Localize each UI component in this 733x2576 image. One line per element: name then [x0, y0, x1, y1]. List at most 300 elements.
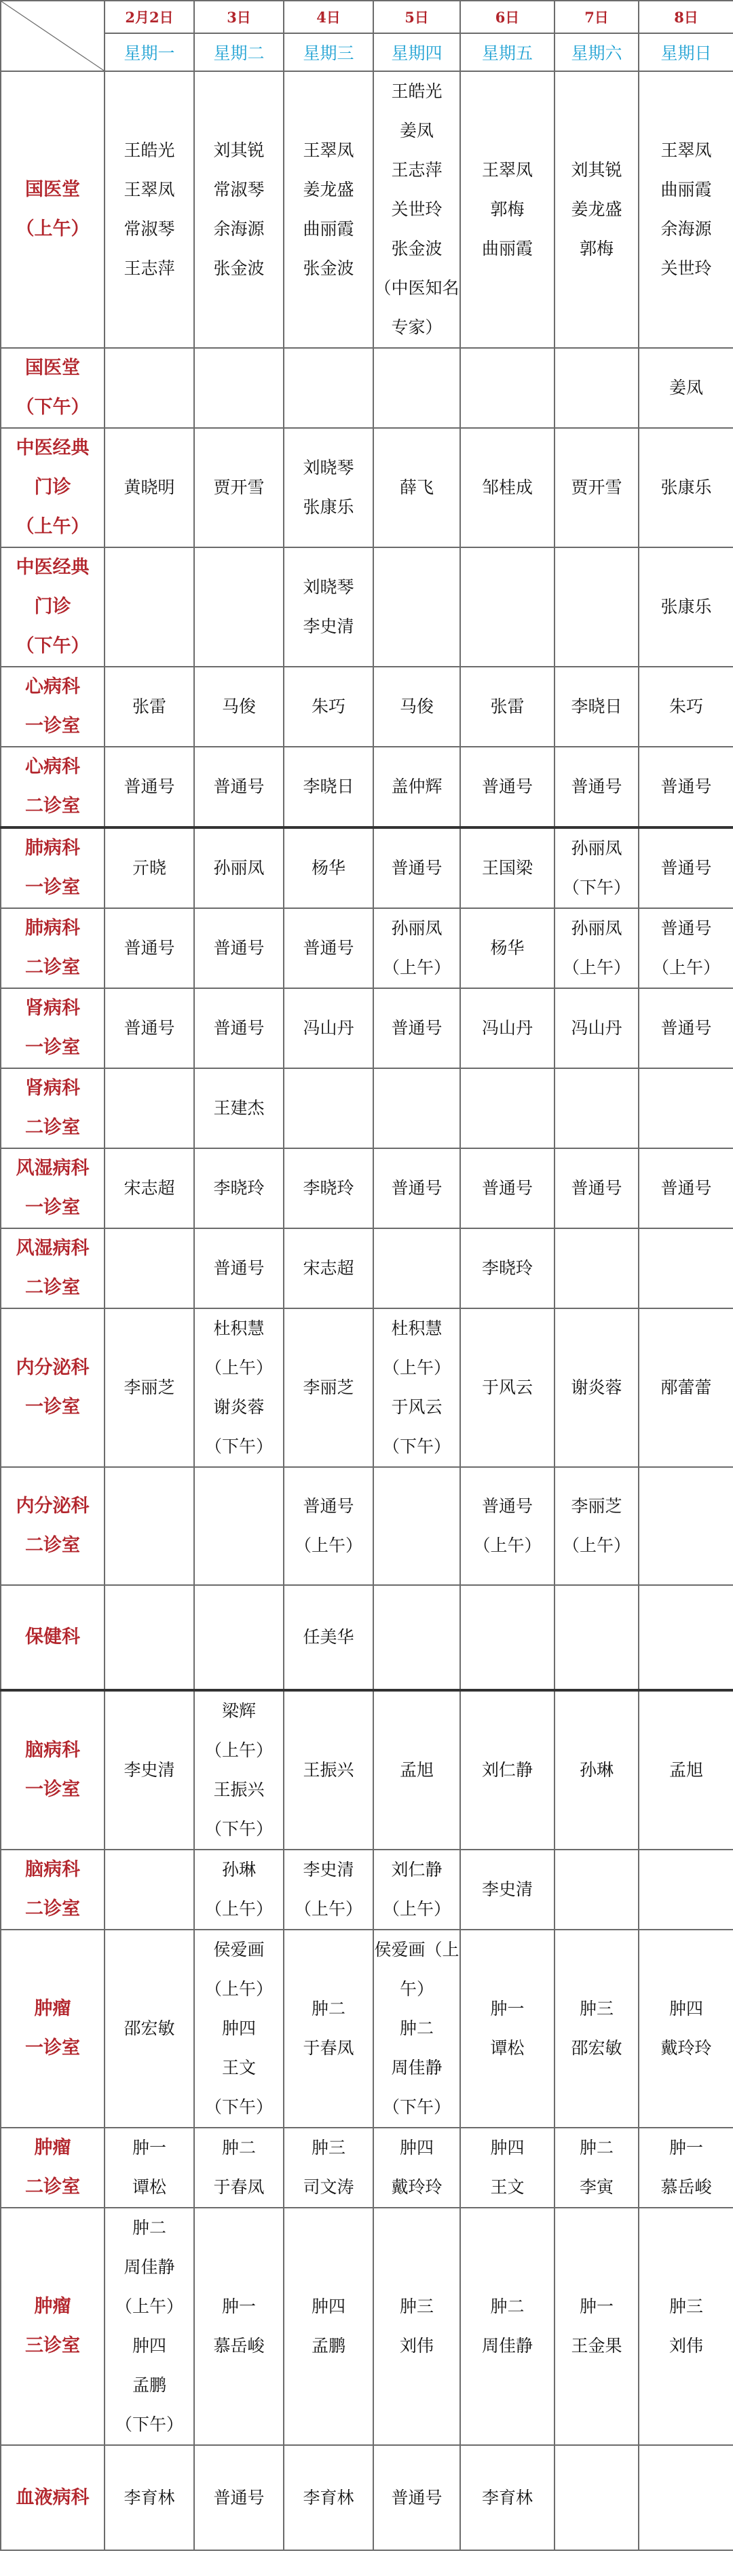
doctor-cell [555, 1467, 639, 1585]
department-name-line: 肺病科 [25, 838, 80, 859]
doctor-name-line: 普通号 [660, 1178, 712, 1198]
department-name-line: 肾病科 [25, 1078, 80, 1099]
doctor-cell [284, 2445, 373, 2550]
schedule-row [1, 1068, 733, 1148]
doctor-cell [555, 1068, 639, 1148]
weekday-header-row [1, 33, 733, 71]
doctor-cell [373, 1585, 460, 1690]
doctor-cell [194, 1467, 284, 1585]
date-header: 2月2日 [105, 1, 194, 33]
department-name-line: 肺病科 [25, 918, 80, 939]
doctor-name-line: 刘晓琴 [303, 458, 354, 477]
doctor-cell [555, 1148, 639, 1228]
doctor-name-line: 余海源 [213, 219, 265, 239]
weekday-header: 星期四 [373, 33, 460, 71]
doctor-name-line: 冯山丹 [303, 1018, 354, 1038]
date-header: 5日 [373, 1, 460, 33]
doctor-cell [194, 827, 284, 908]
doctor-cell [284, 1467, 373, 1585]
doctor-name-line: 肿一 [132, 2138, 166, 2158]
doctor-cell [460, 2208, 555, 2445]
department-cell [1, 1228, 105, 1308]
doctor-name-line: （下午） [562, 878, 631, 897]
doctor-cell [639, 1850, 733, 1930]
doctor-name-line: 肿二 [311, 1999, 345, 2018]
weekday-header: 星期六 [555, 33, 639, 71]
doctor-cell [194, 1068, 284, 1148]
doctor-name-line: 刘仁静 [481, 1760, 533, 1780]
doctor-name-line: 肿四 [311, 2297, 345, 2316]
doctor-name-line: 普通号 [481, 1496, 533, 1516]
department-name-line: （下午） [16, 636, 90, 657]
department-cell [1, 2445, 105, 2550]
department-name-line: （上午） [16, 516, 90, 537]
doctor-name-line: 肿一 [221, 2297, 256, 2316]
doctor-name-line: 孟旭 [399, 1760, 434, 1780]
doctor-name-line: 慕岳峻 [213, 2336, 265, 2356]
department-name-line: 一诊室 [25, 877, 80, 898]
doctor-cell [373, 2445, 460, 2550]
weekday-header: 星期五 [460, 33, 555, 71]
doctor-cell [194, 2208, 284, 2445]
doctor-name-line: 张康乐 [660, 477, 712, 497]
doctor-name-line: 李晓日 [303, 777, 354, 796]
schedule-row [1, 1308, 733, 1467]
department-name-line: 国医堂 [25, 357, 80, 378]
doctor-name-line: 邹桂成 [481, 477, 533, 497]
schedule-row [1, 547, 733, 667]
doctor-cell [639, 1585, 733, 1690]
doctor-cell [555, 2445, 639, 2550]
schedule-row [1, 428, 733, 547]
doctor-name-line: 王金果 [571, 2336, 622, 2356]
department-cell [1, 747, 105, 827]
department-name-line: 国医堂 [25, 179, 80, 200]
doctor-name-line: 刘仁静 [391, 1860, 443, 1879]
date-header: 3日 [194, 1, 284, 33]
doctor-name-line: 普通号 [391, 1178, 443, 1198]
department-name-line: 二诊室 [25, 2177, 80, 2198]
doctor-cell [460, 547, 555, 667]
doctor-name-line: 李晓玲 [303, 1178, 354, 1198]
doctor-cell [373, 908, 460, 988]
department-cell [1, 1467, 105, 1585]
doctor-name-line: 曲丽霞 [660, 180, 712, 199]
doctor-name-line: （下午） [204, 2097, 273, 2117]
doctor-name-line: （上午） [204, 1979, 273, 1999]
doctor-name-line: （上午） [204, 1740, 273, 1760]
department-name-line: 一诊室 [25, 716, 80, 737]
department-name-line: 内分泌科 [16, 1496, 90, 1517]
doctor-cell [194, 2445, 284, 2550]
doctor-name-line: 普通号 [303, 1496, 354, 1516]
doctor-cell [639, 1068, 733, 1148]
doctor-cell [460, 1308, 555, 1467]
doctor-cell [194, 547, 284, 667]
doctor-name-line: 戴玲玲 [391, 2177, 443, 2197]
doctor-cell [460, 1467, 555, 1585]
department-name-line: 二诊室 [25, 1117, 80, 1138]
doctor-cell [284, 827, 373, 908]
doctor-cell [105, 428, 194, 547]
schedule-row [1, 1148, 733, 1228]
doctor-name-line: 孟旭 [669, 1760, 703, 1780]
schedule-row [1, 1467, 733, 1585]
doctor-cell [105, 908, 194, 988]
doctor-cell [194, 988, 284, 1068]
doctor-name-line: 王皓光 [124, 140, 175, 160]
doctor-cell [105, 2208, 194, 2445]
doctor-name-line: 肿三 [579, 1999, 614, 2018]
department-name-line: 内分泌科 [16, 1357, 90, 1378]
doctor-cell [194, 1850, 284, 1930]
date-header: 8日 [639, 1, 733, 33]
doctor-name-line: 曲丽霞 [303, 219, 354, 239]
doctor-name-line: 李丽芝 [124, 1378, 175, 1397]
doctor-cell [284, 2128, 373, 2208]
doctor-cell [105, 2445, 194, 2550]
doctor-cell [105, 747, 194, 827]
department-cell [1, 1148, 105, 1228]
doctor-cell [460, 908, 555, 988]
doctor-name-line: 普通号 [124, 1018, 175, 1038]
doctor-cell [639, 1930, 733, 2128]
department-name-line: 保健科 [25, 1626, 80, 1647]
department-name-line: 脑病科 [25, 1859, 80, 1880]
doctor-name-line: 杨华 [311, 858, 345, 878]
doctor-cell [639, 827, 733, 908]
doctor-name-line: 张金波 [213, 258, 265, 278]
doctor-name-line: 孟鹏 [132, 2375, 166, 2395]
doctor-name-line: 肿一 [669, 2138, 703, 2158]
doctor-name-line: 冯山丹 [571, 1018, 622, 1038]
doctor-name-line: 孙丽凤 [571, 838, 622, 858]
doctor-name-line: 杜积慧 [213, 1319, 265, 1338]
doctor-cell [460, 1228, 555, 1308]
doctor-name-line: 刘其锐 [213, 140, 265, 160]
doctor-name-line: 普通号 [481, 1178, 533, 1198]
doctor-name-line: 谢炎蓉 [213, 1397, 265, 1417]
doctor-name-line: 刘伟 [399, 2336, 434, 2356]
doctor-cell [284, 71, 373, 348]
doctor-name-line: 李寅 [579, 2177, 614, 2197]
doctor-name-line: 郭梅 [490, 199, 525, 219]
doctor-name-line: 姜凤 [399, 121, 434, 140]
doctor-cell [639, 988, 733, 1068]
doctor-cell [284, 428, 373, 547]
doctor-cell [105, 1467, 194, 1585]
department-cell [1, 667, 105, 747]
department-name-line: 风湿病科 [16, 1158, 90, 1179]
department-cell [1, 1930, 105, 2128]
doctor-cell [460, 71, 555, 348]
doctor-cell [105, 1308, 194, 1467]
doctor-cell [555, 1228, 639, 1308]
department-name-line: 二诊室 [25, 796, 80, 817]
doctor-name-line: （上午） [652, 958, 720, 977]
department-cell [1, 1068, 105, 1148]
schedule-row [1, 1585, 733, 1690]
department-name-line: 三诊室 [25, 2335, 80, 2356]
doctor-name-line: 普通号 [660, 777, 712, 796]
doctor-name-line: 邴蕾蕾 [660, 1378, 712, 1397]
doctor-name-line: （下午） [204, 1437, 273, 1456]
doctor-cell [555, 348, 639, 428]
department-name-line: 肿瘤 [34, 1998, 71, 2019]
doctor-name-line: 肿二 [221, 2138, 256, 2158]
doctor-cell [105, 1068, 194, 1148]
schedule-row [1, 1690, 733, 1850]
doctor-cell [373, 71, 460, 348]
department-name-line: 一诊室 [25, 1197, 80, 1218]
doctor-name-line: 王志萍 [391, 160, 443, 180]
department-name-line: （上午） [16, 218, 90, 239]
department-name-line: 风湿病科 [16, 1238, 90, 1259]
doctor-name-line: 肿四 [490, 2138, 525, 2158]
doctor-name-line: 张康乐 [303, 497, 354, 517]
department-name-line: 二诊室 [25, 1277, 80, 1298]
doctor-name-line: 谭松 [490, 2038, 525, 2058]
doctor-cell [284, 908, 373, 988]
doctor-cell [284, 348, 373, 428]
department-name-line: 门诊 [34, 477, 71, 498]
doctor-name-line: 王文 [221, 2058, 256, 2077]
weekday-header: 星期一 [105, 33, 194, 71]
doctor-name-line: 周佳静 [124, 2257, 175, 2277]
doctor-cell [639, 1308, 733, 1467]
doctor-name-line: 梁辉 [221, 1701, 256, 1721]
doctor-cell [460, 1850, 555, 1930]
doctor-name-line: 曲丽霞 [481, 239, 533, 258]
department-cell [1, 1585, 105, 1690]
doctor-cell [460, 2445, 555, 2550]
doctor-name-line: 普通号 [303, 938, 354, 958]
doctor-cell [373, 2128, 460, 2208]
department-name-line: 肿瘤 [34, 2137, 71, 2158]
doctor-name-line: 李史清 [481, 1879, 533, 1899]
department-name-line: 门诊 [34, 596, 71, 617]
doctor-cell [284, 2208, 373, 2445]
doctor-cell [373, 667, 460, 747]
doctor-cell [639, 2128, 733, 2208]
department-name-line: 血液病科 [16, 2486, 90, 2508]
schedule-row [1, 2128, 733, 2208]
doctor-name-line: 张康乐 [660, 597, 712, 617]
doctor-cell [555, 988, 639, 1068]
doctor-cell [194, 908, 284, 988]
doctor-name-line: 冯山丹 [481, 1018, 533, 1038]
doctor-name-line: （下午） [115, 2415, 183, 2434]
doctor-name-line: 李育林 [124, 2487, 175, 2507]
doctor-name-line: 普通号 [391, 1018, 443, 1038]
schedule-row [1, 908, 733, 988]
doctor-name-line: 肿二 [132, 2218, 166, 2238]
department-cell [1, 908, 105, 988]
weekday-header: 星期二 [194, 33, 284, 71]
doctor-name-line: 于春凤 [213, 2177, 265, 2197]
doctor-name-line: 亓晓 [132, 858, 166, 878]
department-cell [1, 2208, 105, 2445]
doctor-name-line: 张金波 [303, 258, 354, 278]
doctor-name-line: 盖仲辉 [391, 777, 443, 796]
department-name-line: 心病科 [25, 676, 80, 697]
doctor-name-line: 于春凤 [303, 2038, 354, 2058]
doctor-cell [373, 547, 460, 667]
department-cell [1, 547, 105, 667]
doctor-cell [555, 908, 639, 988]
doctor-cell [555, 747, 639, 827]
doctor-cell [460, 1930, 555, 2128]
doctor-cell [284, 747, 373, 827]
doctor-name-line: 孟鹏 [311, 2336, 345, 2356]
doctor-name-line: （中医知名 [374, 278, 459, 298]
doctor-name-line: （下午） [382, 2097, 451, 2117]
department-cell [1, 988, 105, 1068]
doctor-cell [105, 2128, 194, 2208]
doctor-cell [555, 827, 639, 908]
doctor-cell [284, 1308, 373, 1467]
schedule-row [1, 348, 733, 428]
doctor-name-line: 肿四 [221, 2018, 256, 2038]
doctor-name-line: 普通号 [213, 1258, 265, 1278]
doctor-cell [105, 667, 194, 747]
doctor-cell [194, 667, 284, 747]
doctor-cell [639, 908, 733, 988]
doctor-name-line: （上午） [382, 1899, 451, 1919]
doctor-cell [460, 827, 555, 908]
doctor-name-line: （上午） [115, 2297, 183, 2316]
doctor-name-line: 午） [399, 1979, 434, 1999]
doctor-name-line: 任美华 [303, 1627, 354, 1647]
department-cell [1, 71, 105, 348]
doctor-name-line: 李史清 [124, 1760, 175, 1780]
department-cell [1, 827, 105, 908]
doctor-cell [555, 1850, 639, 1930]
doctor-cell [373, 1228, 460, 1308]
doctor-cell [105, 71, 194, 348]
doctor-cell [555, 71, 639, 348]
department-name-line: 一诊室 [25, 1779, 80, 1800]
doctor-cell [373, 1467, 460, 1585]
doctor-name-line: 李丽芝 [303, 1378, 354, 1397]
doctor-cell [373, 1308, 460, 1467]
doctor-cell [460, 2128, 555, 2208]
doctor-name-line: 李晓玲 [213, 1178, 265, 1198]
date-header: 4日 [284, 1, 373, 33]
doctor-name-line: 李丽芝 [571, 1496, 622, 1516]
doctor-name-line: 王翠凤 [303, 140, 354, 160]
doctor-name-line: 朱巧 [669, 697, 703, 716]
doctor-name-line: 肿三 [399, 2297, 434, 2316]
date-header-row [1, 1, 733, 33]
doctor-cell [639, 348, 733, 428]
doctor-cell [194, 71, 284, 348]
doctor-cell [284, 547, 373, 667]
doctor-cell [373, 1690, 460, 1850]
doctor-name-line: 普通号 [481, 777, 533, 796]
doctor-name-line: （上午） [382, 958, 451, 977]
schedule-row [1, 1930, 733, 2128]
doctor-name-line: 普通号 [660, 918, 712, 938]
doctor-cell [639, 747, 733, 827]
doctor-cell [105, 1690, 194, 1850]
doctor-cell [194, 747, 284, 827]
department-cell [1, 1690, 105, 1850]
doctor-name-line: 贾开雪 [213, 477, 265, 497]
doctor-name-line: 杨华 [490, 938, 525, 958]
department-name-line: 中医经典 [16, 557, 90, 578]
doctor-cell [555, 1930, 639, 2128]
department-name-line: 心病科 [25, 756, 80, 777]
doctor-cell [105, 988, 194, 1068]
doctor-cell [639, 1690, 733, 1850]
doctor-name-line: 侯爱画 [213, 1940, 265, 1959]
doctor-name-line: （下午） [204, 1819, 273, 1839]
doctor-name-line: 孙丽凤 [391, 918, 443, 938]
doctor-name-line: （上午） [294, 1899, 362, 1919]
department-cell [1, 1308, 105, 1467]
department-cell [1, 1850, 105, 1930]
doctor-cell [194, 1228, 284, 1308]
doctor-cell [373, 2208, 460, 2445]
doctor-name-line: 刘晓琴 [303, 577, 354, 597]
doctor-name-line: 普通号 [124, 938, 175, 958]
doctor-name-line: 普通号 [124, 777, 175, 796]
doctor-cell [194, 1585, 284, 1690]
doctor-cell [284, 988, 373, 1068]
doctor-cell [284, 1585, 373, 1690]
corner-cell [1, 1, 105, 71]
doctor-name-line: 王翠凤 [481, 160, 533, 180]
doctor-name-line: 宋志超 [303, 1258, 354, 1278]
schedule-row [1, 827, 733, 908]
diagonal-line [1, 1, 104, 71]
doctor-name-line: 于风云 [391, 1397, 443, 1417]
doctor-name-line: 王翠凤 [660, 140, 712, 160]
doctor-cell [373, 827, 460, 908]
doctor-name-line: 普通号 [213, 938, 265, 958]
doctor-name-line: 王建杰 [213, 1098, 265, 1118]
doctor-name-line: 黄晓明 [124, 477, 175, 497]
department-name-line: 一诊室 [25, 2037, 80, 2058]
doctor-cell [284, 1850, 373, 1930]
doctor-name-line: 于风云 [481, 1378, 533, 1397]
doctor-cell [194, 348, 284, 428]
weekday-header: 星期日 [639, 33, 733, 71]
doctor-cell [555, 1308, 639, 1467]
doctor-name-line: （上午） [294, 1536, 362, 1555]
doctor-name-line: 常淑琴 [124, 219, 175, 239]
doctor-cell [555, 2128, 639, 2208]
doctor-name-line: 谢炎蓉 [571, 1378, 622, 1397]
doctor-cell [639, 2208, 733, 2445]
doctor-name-line: 肿四 [669, 1999, 703, 2018]
doctor-cell [194, 1148, 284, 1228]
doctor-cell [639, 428, 733, 547]
doctor-cell [284, 1930, 373, 2128]
schedule-row [1, 1850, 733, 1930]
department-cell [1, 348, 105, 428]
weekday-header: 星期三 [284, 33, 373, 71]
schedule-row [1, 71, 733, 348]
doctor-cell [284, 1228, 373, 1308]
doctor-name-line: 普通号 [213, 1018, 265, 1038]
doctor-name-line: 马俊 [399, 697, 434, 716]
doctor-name-line: 邵宏敏 [124, 2018, 175, 2038]
doctor-name-line: 李育林 [481, 2487, 533, 2507]
schedule-row [1, 988, 733, 1068]
doctor-cell [460, 428, 555, 547]
